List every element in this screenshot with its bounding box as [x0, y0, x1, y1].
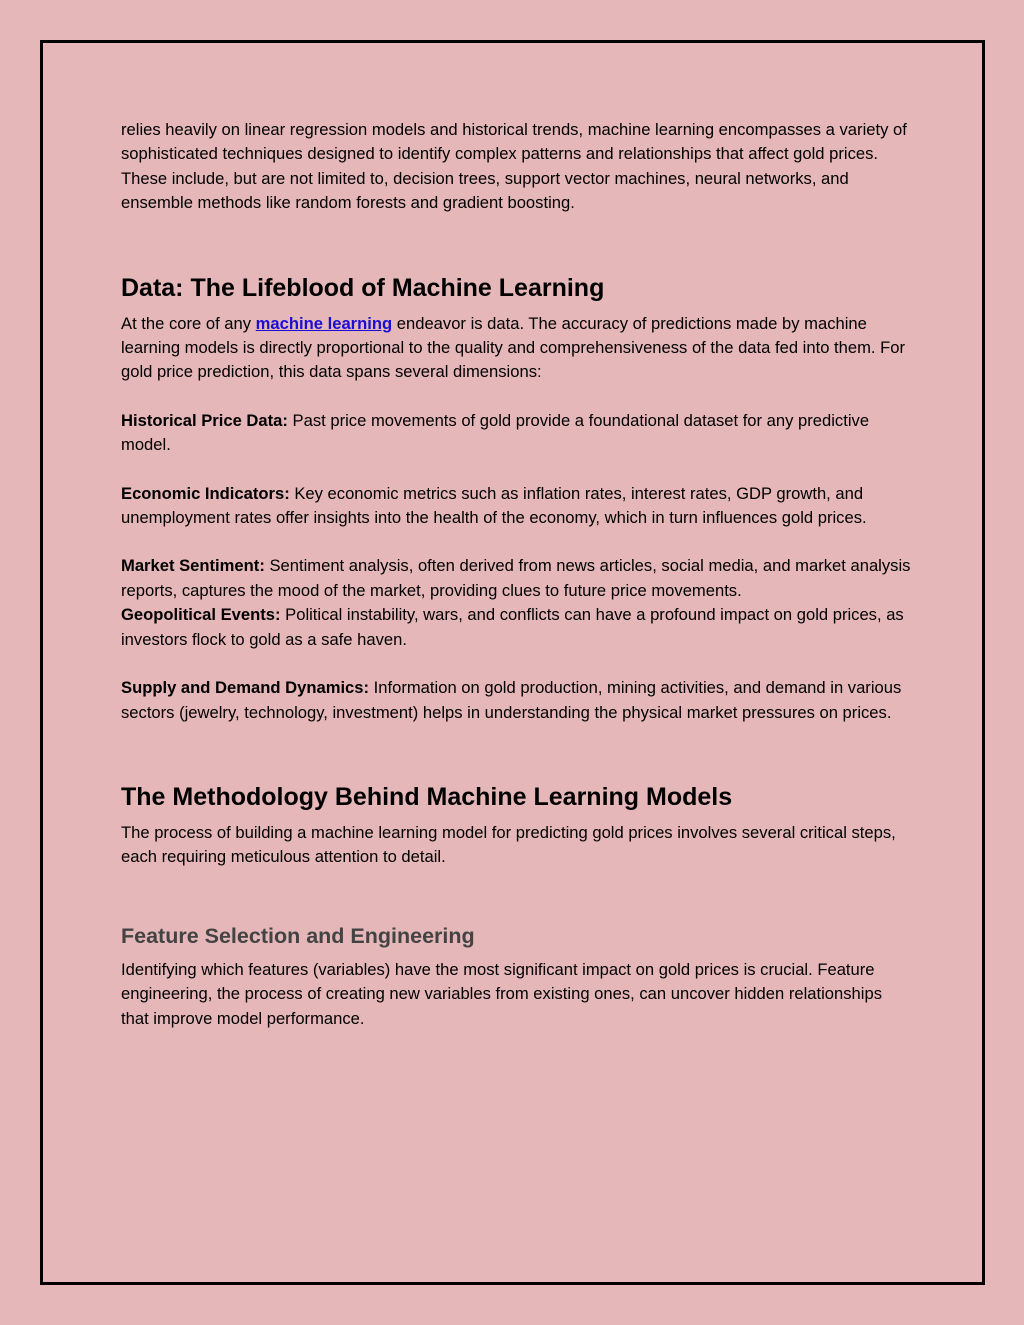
data-item-historical-price: [121, 409, 911, 458]
data-item-supply-demand: [121, 676, 911, 725]
intro-paragraph: relies heavily on linear regression models and historical trends, machine learning encompasses a variety of sophisticated techniques designed to identify complex patterns and relationships that affect gold prices. These include, but are not limited to, decision trees, support vector machines, neural networks, and ensemble methods like random forests and gradient boosting.: [121, 120, 907, 213]
data-item-text: Sentiment analysis, often derived from news articles, social media, and market analysis reports, captures the mood of the market, providing clues to future price movements.: [121, 556, 911, 600]
data-item-text: Key economic metrics such as inflation rates, interest rates, GDP growth, and unemployment rates offer insights into the health of the economy, which in turn influences gold prices.: [121, 483, 867, 528]
methodology-section-heading: The Methodology Behind Machine Learning Models: [121, 782, 733, 811]
methodology-paragraph: The process of building a machine learning model for predicting gold prices involves several critical steps, each requiring meticulous attention to detail.: [121, 822, 896, 867]
data-para-before-link: At the core of any: [121, 313, 256, 333]
data-section-heading: Data: The Lifeblood of Machine Learning: [121, 273, 605, 302]
data-item-text: Past price movements of gold provide a foundational dataset for any predictive model.: [121, 410, 870, 455]
feature-paragraph: Identifying which features (variables) have the most significant impact on gold prices is crucial. Feature engineering, the process of creating new variables from existing ones, can uncover hidden relationships that improve model performance.: [121, 959, 882, 1028]
document-content: [121, 118, 911, 1031]
data-item-label: Supply and Demand Dynamics:: [121, 678, 370, 698]
data-item-label: Market Sentiment:: [121, 556, 265, 576]
data-section-paragraph: [121, 312, 911, 385]
data-para-after-link: endeavor is data. The accuracy of predictions made by machine learning models is directly proportional to the quality and comprehensiveness of the data fed into them. For gold price prediction, this data spans several dimensions:: [121, 313, 906, 382]
data-item-text: Political instability, wars, and conflicts can have a profound impact on gold prices, as investors flock to gold as a safe haven.: [121, 605, 904, 649]
data-item-label: Economic Indicators:: [121, 483, 290, 503]
data-item-text: Information on gold production, mining activities, and demand in various sectors (jewelry, technology, investment) helps in understanding the physical market pressures on prices.: [121, 678, 902, 722]
data-item-economic-indicators: [121, 482, 911, 531]
feature-section-heading: Feature Selection and Engineering: [121, 923, 475, 948]
data-item-market-sentiment: [121, 554, 911, 603]
data-item-label: Historical Price Data:: [121, 410, 288, 430]
machine-learning-link[interactable]: machine learning: [255, 313, 393, 333]
data-item-label: Geopolitical Events:: [121, 605, 281, 625]
data-item-geopolitical-events: [121, 603, 911, 652]
